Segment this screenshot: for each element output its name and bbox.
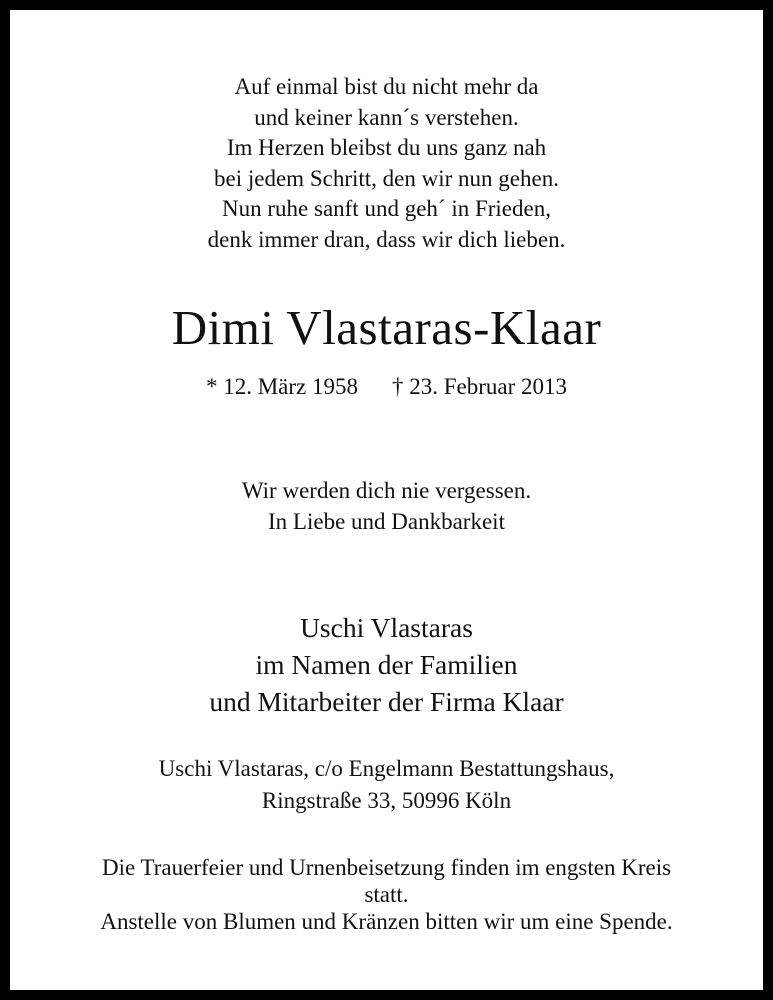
address-line: Ringstraße 33, 50996 Köln xyxy=(261,788,512,813)
signer-line: im Namen der Familien xyxy=(255,649,518,680)
ceremony-line: statt. xyxy=(364,882,409,907)
poem-line: und keiner kann´s verstehen. xyxy=(254,104,519,130)
deceased-name: Dimi Vlastaras-Klaar xyxy=(171,300,602,355)
poem-line: Nun ruhe sanft und geh´ in Frieden, xyxy=(222,196,551,221)
address-line: Uschi Vlastaras, c/o Engelmann Bestattungshaus, xyxy=(158,756,615,781)
ceremony-note xyxy=(10,854,763,935)
poem-line: Im Herzen bleibst du uns ganz nah xyxy=(226,135,547,160)
contact-address xyxy=(10,753,763,817)
signer-line: Uschi Vlastaras xyxy=(300,612,473,643)
ceremony-line: Anstelle von Blumen und Kränzen bitten wir um eine Spende. xyxy=(100,909,673,934)
remembrance-line: Wir werden dich nie vergessen. xyxy=(241,478,532,503)
birth-date: * 12. März 1958 xyxy=(205,374,358,399)
poem-line: Auf einmal bist du nicht mehr da xyxy=(234,74,539,99)
death-date: † 23. Februar 2013 xyxy=(392,374,568,399)
remembrance-text xyxy=(10,475,763,537)
signer-line: und Mitarbeiter der Firma Klaar xyxy=(209,686,564,717)
ceremony-line: Die Trauerfeier und Urnenbeisetzung finden im engsten Kreis xyxy=(101,855,672,880)
signers xyxy=(10,609,763,720)
life-dates xyxy=(10,372,763,402)
poem-line: bei jedem Schritt, den wir nun gehen. xyxy=(214,165,559,191)
poem xyxy=(10,72,763,255)
poem-line: denk immer dran, dass wir dich lieben. xyxy=(207,226,566,252)
remembrance-line: In Liebe und Dankbarkeit xyxy=(268,509,505,534)
